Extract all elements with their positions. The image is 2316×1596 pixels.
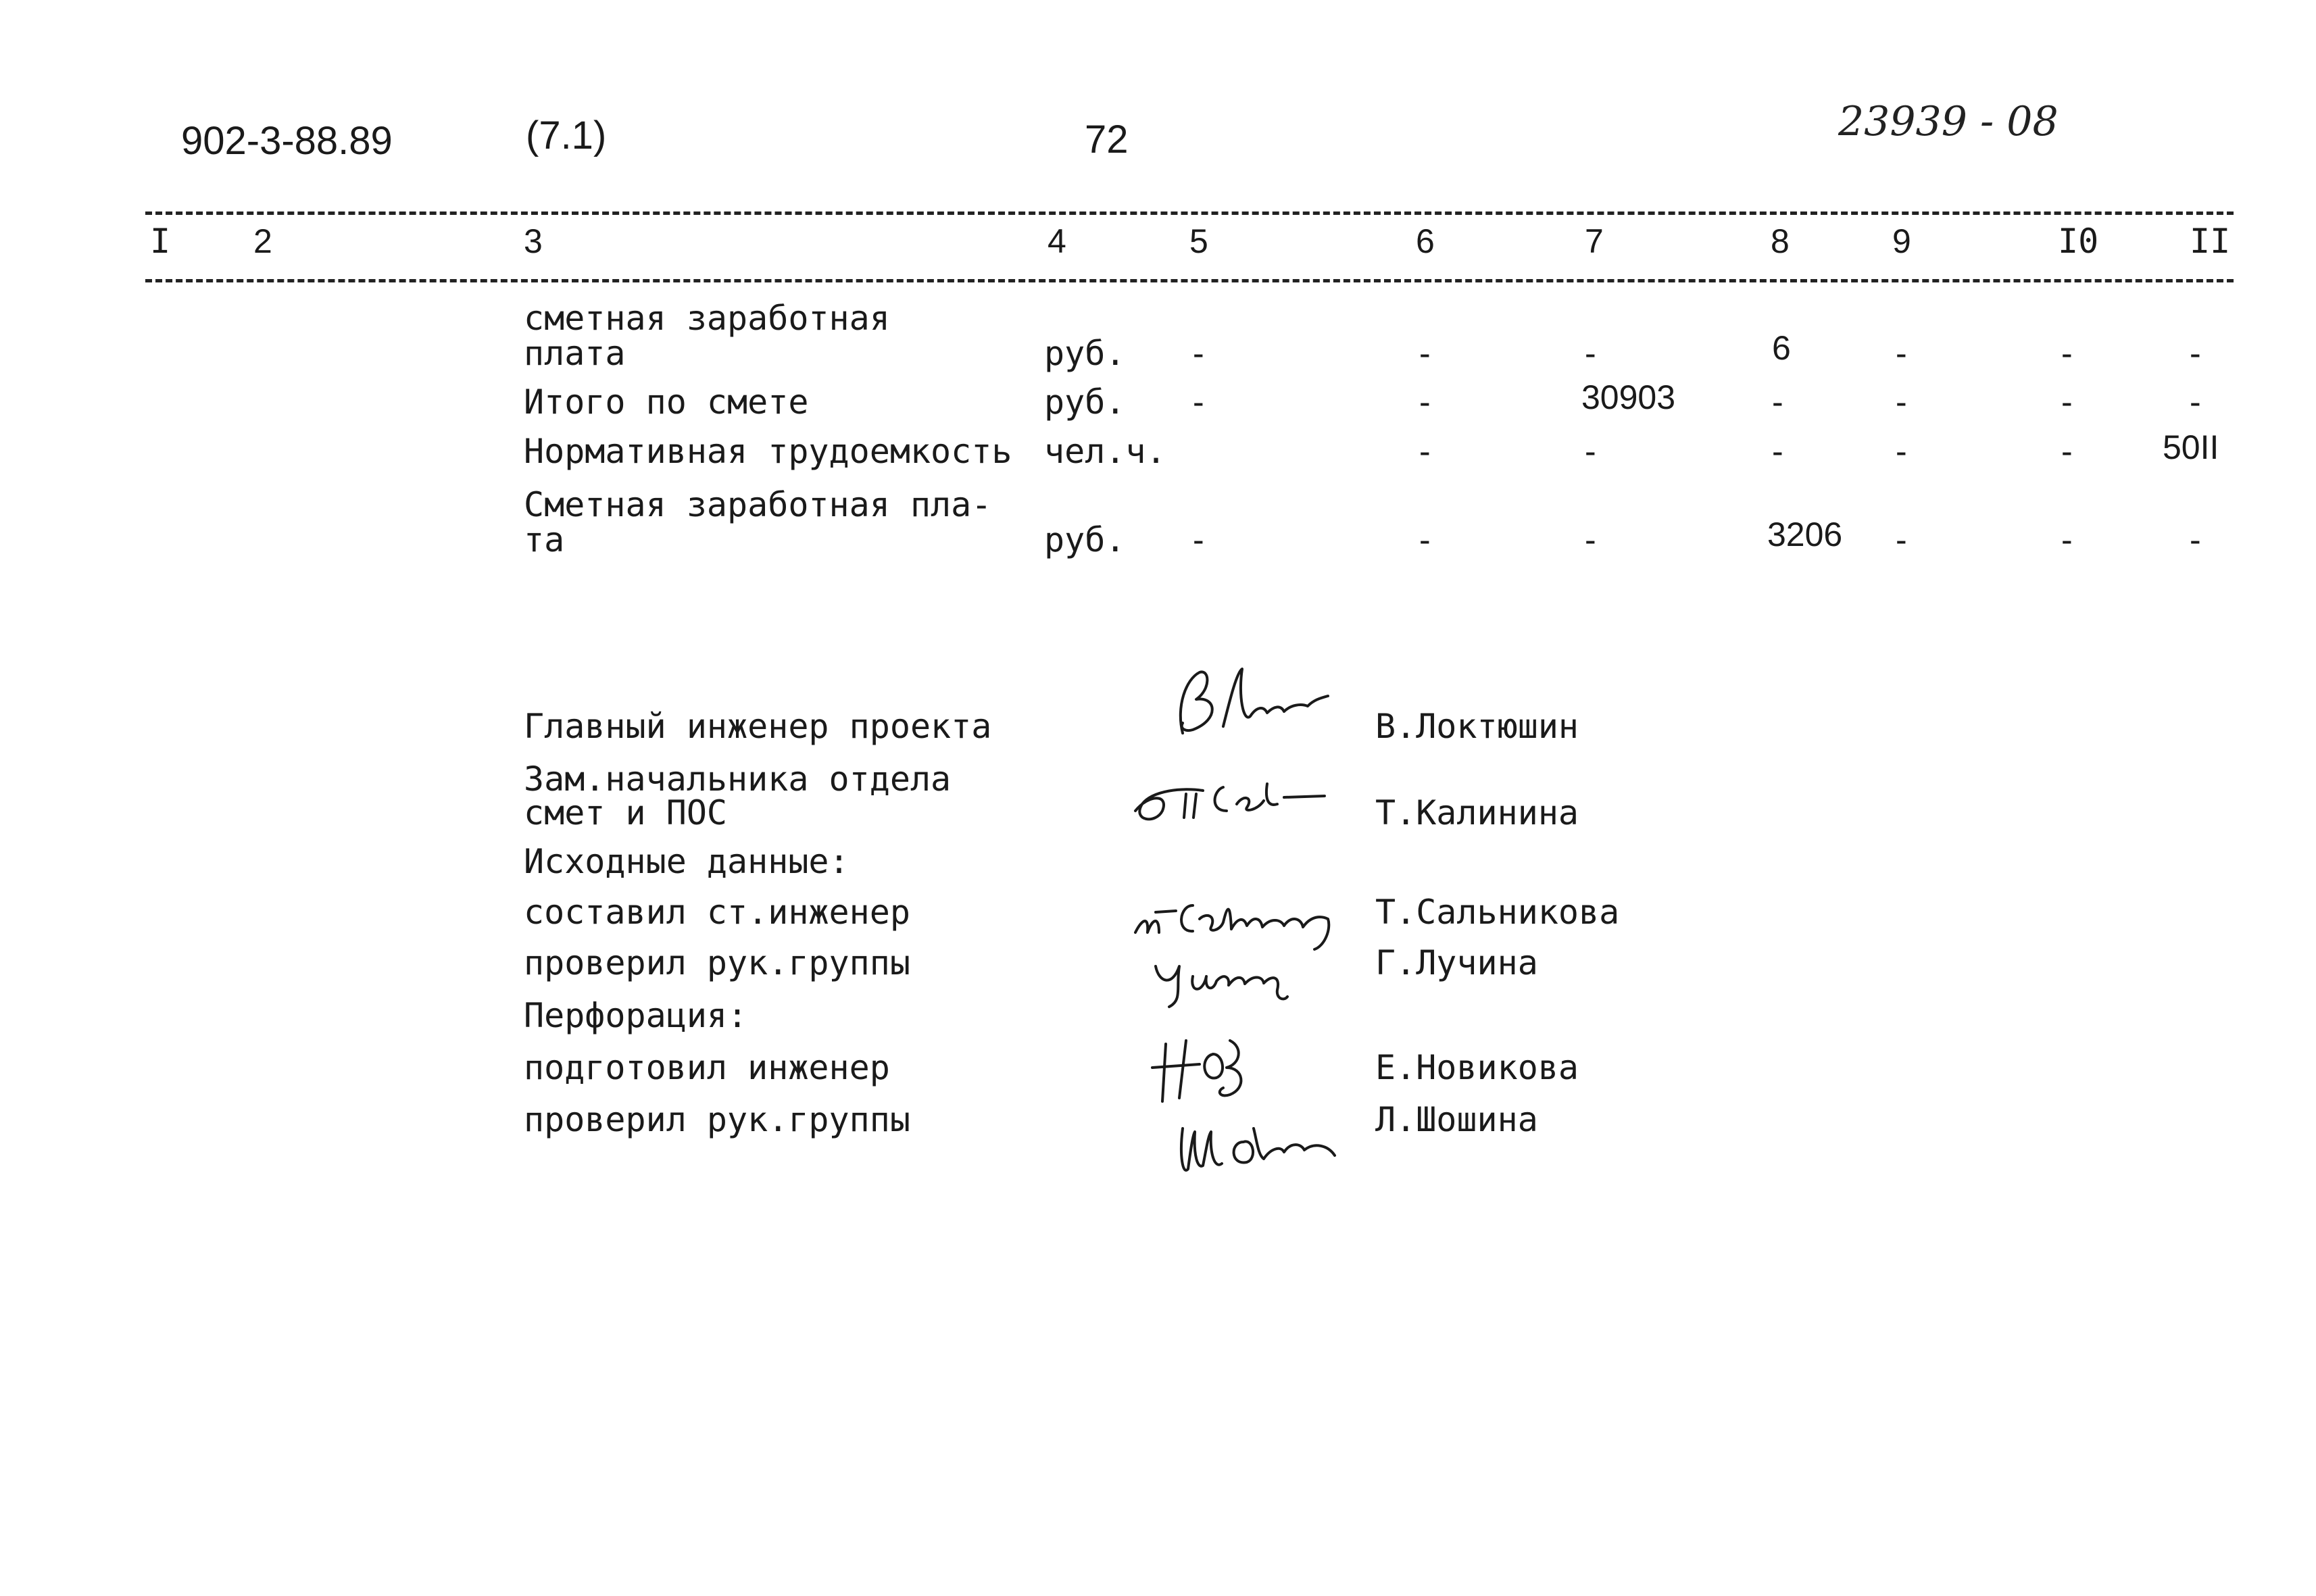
row-4-col-10: -	[2061, 521, 2073, 559]
row-4-col-6: -	[1419, 521, 1431, 559]
signature-role-1: Главный инженер проекта	[524, 707, 992, 746]
column-header-11: II	[2190, 222, 2231, 261]
row-1-col-7: -	[1585, 334, 1596, 372]
row-1-name-line-2: плата	[524, 334, 626, 373]
column-header-5: 5	[1189, 222, 1208, 260]
row-2-col-8: -	[1772, 383, 1783, 421]
row-1-col-11: -	[2190, 334, 2201, 372]
row-4-col-7: -	[1585, 521, 1596, 559]
row-2-col-7: 30903	[1581, 378, 1676, 416]
signature-name-5: Е.Новикова	[1375, 1048, 1579, 1087]
header-rule-top	[145, 211, 2234, 215]
signature-name-6: Л.Шошина	[1375, 1100, 1538, 1139]
signature-name-2: Т.Калинина	[1375, 793, 1579, 832]
signature-role-6: проверил рук.группы	[524, 1100, 910, 1139]
row-2-col-10: -	[2061, 383, 2073, 421]
row-4-col-8: 3206	[1767, 516, 1843, 553]
row-1-name-line-1: сметная заработная	[524, 299, 890, 338]
row-3-unit: чел.ч.	[1044, 432, 1166, 471]
row-1-col-9: -	[1896, 334, 1907, 372]
row-4-name-line-1: Сметная заработная пла-	[524, 485, 992, 524]
row-2-col-6: -	[1419, 383, 1431, 421]
handwritten-signature-1	[1162, 659, 1338, 753]
column-header-8: 8	[1771, 222, 1790, 260]
row-4-unit: руб.	[1044, 520, 1126, 559]
signature-name-1: В.Локтюшин	[1375, 707, 1579, 746]
header-rule-bottom	[145, 279, 2234, 282]
row-4-name-line-2: та	[524, 520, 565, 559]
row-2-unit: руб.	[1044, 382, 1126, 422]
column-header-3: 3	[524, 222, 543, 260]
signature-role-3: составил ст.инженер	[524, 893, 910, 932]
row-3-col-8: -	[1772, 432, 1783, 470]
signature-name-4: Г.Лучина	[1375, 943, 1538, 982]
column-header-6: 6	[1416, 222, 1435, 260]
signature-name-3: Т.Сальникова	[1375, 893, 1620, 932]
column-header-10: I0	[2058, 222, 2099, 261]
row-3-name: Нормативная трудоемкость	[524, 432, 1012, 471]
row-4-col-5: -	[1193, 521, 1204, 559]
row-2-col-11: -	[2190, 383, 2201, 421]
row-2-col-9: -	[1896, 383, 1907, 421]
signature-role-2-line-1: Зам.начальника отдела	[524, 759, 952, 799]
row-3-col-9: -	[1896, 432, 1907, 470]
section-number: (7.1)	[526, 114, 607, 157]
row-1-col-6: -	[1419, 334, 1431, 372]
handwritten-signature-6	[1169, 1101, 1345, 1189]
row-3-col-7: -	[1585, 432, 1596, 470]
row-4-col-11: -	[2190, 521, 2201, 559]
row-1-col-5: -	[1193, 334, 1204, 372]
signature-role-2-line-2: смет и ПОС	[524, 793, 728, 832]
row-3-col-11: 50II	[2163, 428, 2219, 466]
handwritten-signature-2	[1122, 764, 1338, 838]
row-2-name: Итого по смете	[524, 382, 809, 422]
document-code: 902-3-88.89	[181, 119, 393, 163]
column-header-1: I	[150, 222, 171, 261]
column-header-4: 4	[1048, 222, 1066, 260]
page-number: 72	[1085, 118, 1129, 161]
signature-heading-perforation: Перфорация:	[524, 996, 748, 1035]
row-2-col-5: -	[1193, 383, 1204, 421]
row-3-col-10: -	[2061, 432, 2073, 470]
column-header-2: 2	[253, 222, 272, 260]
signature-role-4: проверил рук.группы	[524, 943, 910, 982]
signature-heading-source-data: Исходные данные:	[524, 842, 849, 881]
handwritten-signature-4	[1142, 939, 1318, 1014]
row-3-col-6: -	[1419, 432, 1431, 470]
archive-number: 23939 - 08	[1838, 98, 2059, 145]
row-1-col-10: -	[2061, 334, 2073, 372]
row-1-col-8: 6	[1772, 329, 1791, 367]
column-header-9: 9	[1892, 222, 1911, 260]
row-4-col-9: -	[1896, 521, 1907, 559]
row-1-unit: руб.	[1044, 334, 1126, 373]
column-header-7: 7	[1585, 222, 1604, 260]
signature-role-5: подготовил инженер	[524, 1048, 890, 1087]
